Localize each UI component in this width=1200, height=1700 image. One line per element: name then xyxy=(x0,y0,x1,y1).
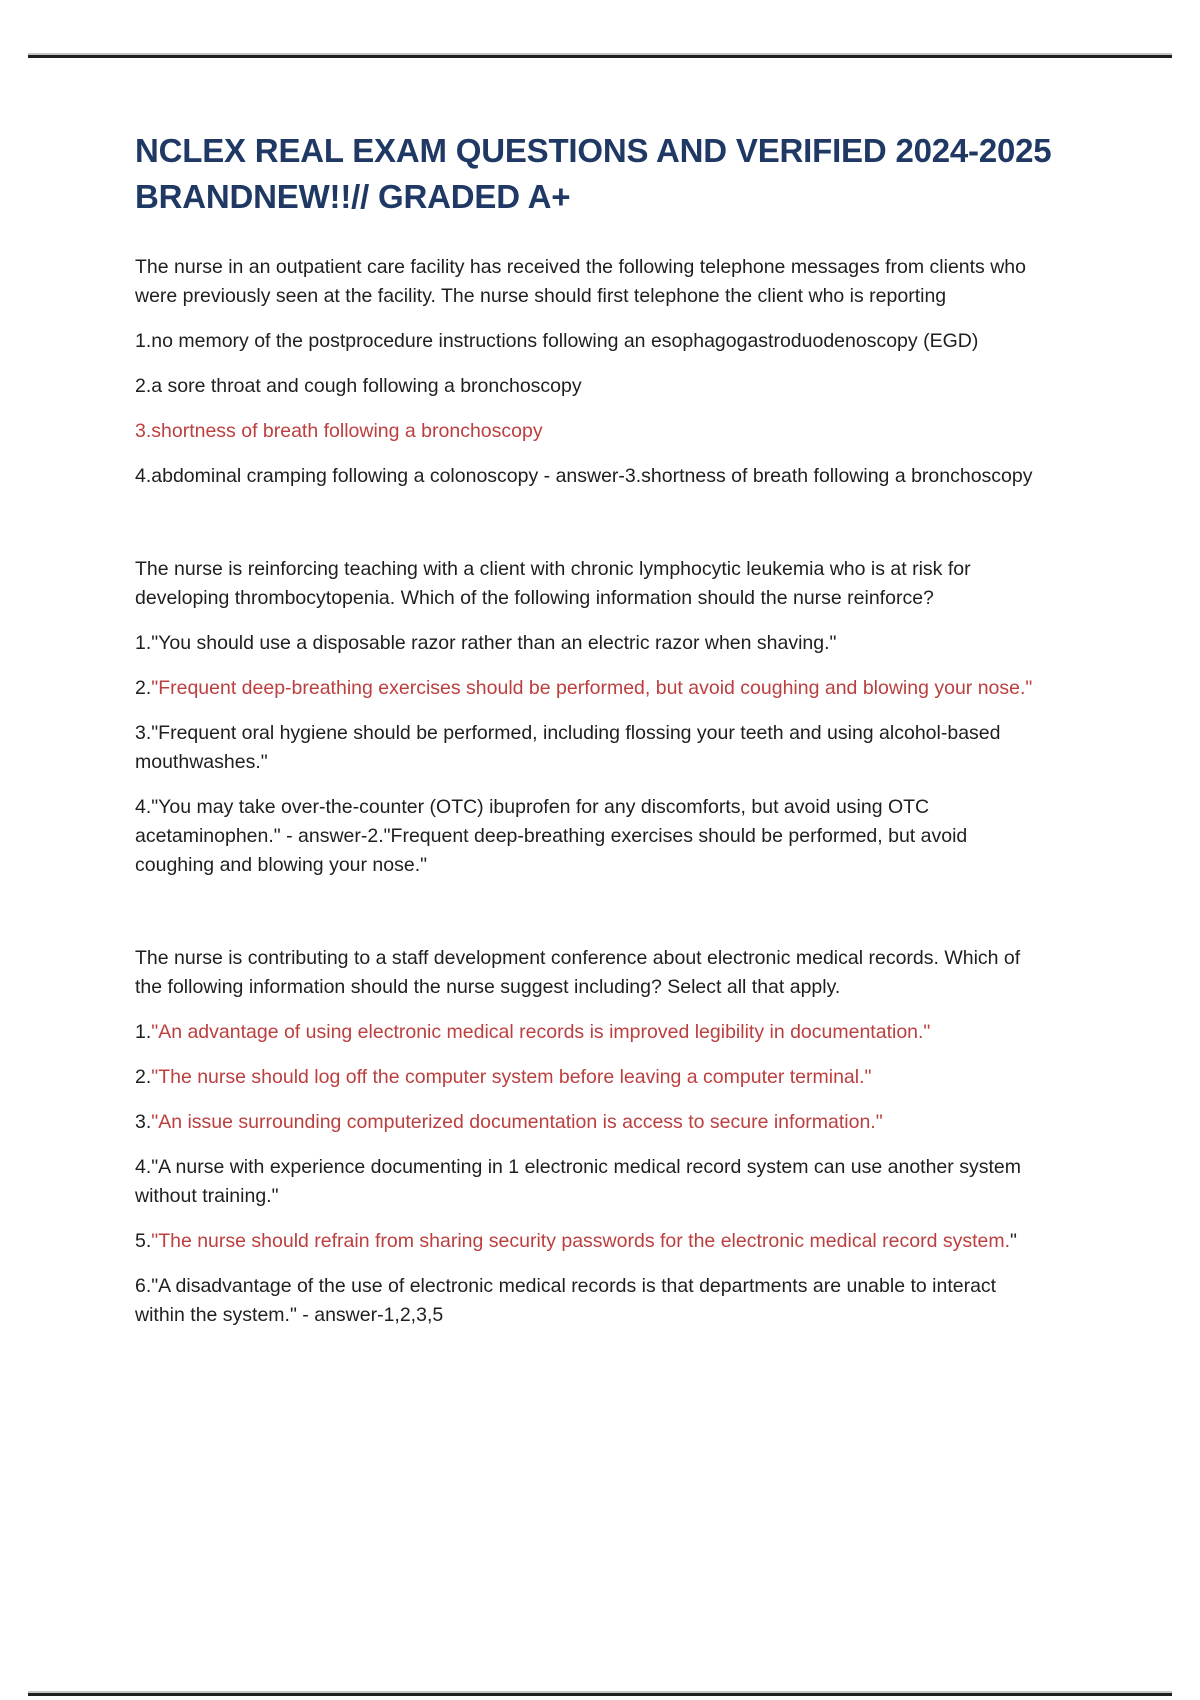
option-text-highlighted: "The nurse should refrain from sharing security passwords for the electronic medical record system. xyxy=(151,1230,1011,1252)
stem-line: were previously seen at the facility. The nurse should first telephone the client who is reporting xyxy=(135,285,947,307)
option-line xyxy=(135,719,1120,777)
option-text-highlighted: "Frequent deep-breathing exercises should be performed, but avoid coughing and blowing your nose." xyxy=(151,677,1033,699)
page-title-line-2: BRANDNEW!!// GRADED A+ xyxy=(135,178,571,215)
option-line xyxy=(135,629,1120,658)
option-text-highlighted: 3.shortness of breath following a bronchoscopy xyxy=(135,420,543,442)
page-title-line-1: NCLEX REAL EXAM QUESTIONS AND VERIFIED 2024-2025 xyxy=(135,132,1052,169)
option-text: coughing and blowing your nose." xyxy=(135,854,428,876)
option-text-highlighted: "An advantage of using electronic medical records is improved legibility in documentation." xyxy=(151,1021,931,1043)
header-rule xyxy=(28,55,1172,58)
option-text: within the system." - answer-1,2,3,5 xyxy=(135,1304,444,1326)
stem-line: the following information should the nurse suggest including? Select all that apply. xyxy=(135,976,841,998)
option-number: 3. xyxy=(135,1111,152,1133)
section-divider-space xyxy=(135,507,1120,555)
option-text: 2.a sore throat and cough following a bronchoscopy xyxy=(135,375,582,397)
section-divider-space xyxy=(135,896,1120,944)
option-text: without training." xyxy=(135,1185,279,1207)
option-line xyxy=(135,372,1120,401)
option-line-correct xyxy=(135,1108,1120,1137)
question-block-2 xyxy=(135,555,1120,880)
option-text: mouthwashes." xyxy=(135,751,268,773)
option-text: 1.no memory of the postprocedure instructions following an esophagogastroduodenoscopy (EGD) xyxy=(135,330,979,352)
question-stem xyxy=(135,253,1120,311)
option-text: 3."Frequent oral hygiene should be performed, including flossing your teeth and using alcohol-based xyxy=(135,722,1001,744)
option-number: 2. xyxy=(135,1066,152,1088)
question-stem xyxy=(135,944,1120,1002)
option-number: 5. xyxy=(135,1230,152,1252)
option-number: 2. xyxy=(135,677,152,699)
option-line xyxy=(135,1153,1120,1211)
stem-line: The nurse is reinforcing teaching with a client with chronic lymphocytic leukemia who is at risk for xyxy=(135,558,971,580)
question-block-1 xyxy=(135,253,1120,491)
option-line-correct xyxy=(135,1018,1120,1047)
option-line-correct xyxy=(135,1063,1120,1092)
option-line-correct xyxy=(135,417,1120,446)
option-line xyxy=(135,327,1120,356)
footer-rule xyxy=(28,1693,1172,1696)
option-number: 1. xyxy=(135,1021,152,1043)
question-block-3 xyxy=(135,944,1120,1330)
option-text-highlighted: "An issue surrounding computerized documentation is access to secure information." xyxy=(151,1111,883,1133)
document-content xyxy=(135,128,1120,1346)
option-text: 4.abdominal cramping following a colonoscopy - answer-3.shortness of breath following a bronchoscopy xyxy=(135,465,1033,487)
question-stem xyxy=(135,555,1120,613)
option-line-with-answer xyxy=(135,462,1120,491)
option-line-correct xyxy=(135,1227,1120,1256)
option-line-correct xyxy=(135,674,1120,703)
option-line-with-answer xyxy=(135,1272,1120,1330)
option-text: 4."You may take over-the-counter (OTC) ibuprofen for any discomforts, but avoid using OTC xyxy=(135,796,930,818)
stem-line: developing thrombocytopenia. Which of the following information should the nurse reinforce? xyxy=(135,587,934,609)
option-text: 1."You should use a disposable razor rather than an electric razor when shaving." xyxy=(135,632,837,654)
option-text: 4."A nurse with experience documenting in 1 electronic medical record system can use another system xyxy=(135,1156,1021,1178)
option-line-with-answer xyxy=(135,793,1120,880)
option-text: 6."A disadvantage of the use of electronic medical records is that departments are unable to interact xyxy=(135,1275,997,1297)
option-text: acetaminophen." - answer-2."Frequent deep-breathing exercises should be performed, but avoid xyxy=(135,825,968,847)
option-text-highlighted: "The nurse should log off the computer system before leaving a computer terminal." xyxy=(151,1066,872,1088)
option-suffix: " xyxy=(1010,1230,1017,1252)
page-title xyxy=(135,128,1120,220)
stem-line: The nurse in an outpatient care facility has received the following telephone messages from clients who xyxy=(135,256,1026,278)
stem-line: The nurse is contributing to a staff development conference about electronic medical records. Which of xyxy=(135,947,1021,969)
